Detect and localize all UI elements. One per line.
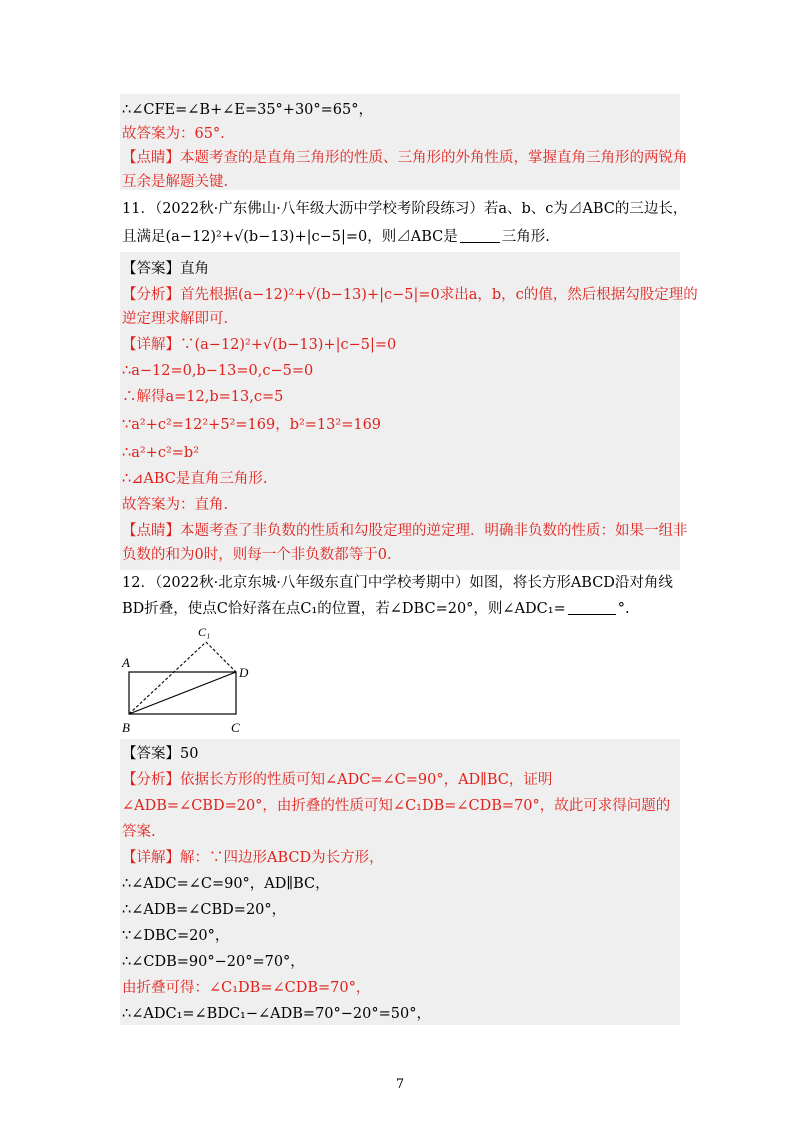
detail-11-line-4: ∵a²+c²=12²+5²=169，b²=13²=169	[122, 417, 382, 433]
rectangle-fold-figure	[118, 622, 258, 738]
label-c: C	[231, 720, 240, 735]
question-12-text: BD折叠，使点C恰好落在点C₁的位置，若∠DBC=20°，则∠ADC₁=	[122, 601, 566, 617]
question-11-text: a、b、c为⊿ABC的三边长，	[498, 201, 688, 217]
analysis-12-line-3: 答案.	[122, 824, 156, 840]
question-11-tail: 三角形.	[501, 229, 550, 245]
solution-line: ∴∠CFE=∠B+∠E=35°+30°=65°，	[122, 102, 374, 118]
detail-11-line-6: ∴⊿ABC是直角三角形.	[122, 471, 268, 487]
question-11-source: 11．（2022秋·广东佛山·八年级大沥中学校考阶段练习）若	[122, 201, 499, 217]
analysis-11-line-2: 逆定理求解即可.	[122, 311, 229, 327]
detail-12-line-2: ∴∠ADC=∠C=90°，AD∥BC，	[122, 876, 330, 892]
question-12-line-1: 12．（2022秋·北京东城·八年级东直门中学校考期中）如图，将长方形ABCD沿对角线	[122, 575, 673, 591]
diagonal-bd	[129, 672, 236, 714]
detail-11-line-5: ∴a²+c²=b²	[122, 445, 200, 461]
answer-12: 【答案】50	[122, 746, 199, 762]
label-b: B	[122, 720, 130, 735]
question-11-condition: 且满足(a−12)²+√(b−13)+|c−5|=0，则⊿ABC是	[122, 229, 458, 245]
analysis-11-line-1: 【分析】首先根据(a−12)²+√(b−13)+|c−5|=0求出a，b，c的值，然后根据勾股定理的	[122, 287, 698, 303]
detail-12-line-1: 【详解】解：∵四边形ABCD为长方形，	[122, 850, 384, 866]
detail-12-line-6: 由折叠可得：∠C₁DB=∠CDB=70°，	[122, 980, 371, 996]
analysis-12-line-2: ∠ADB=∠CBD=20°，由折叠的性质可知∠C₁DB=∠CDB=70°，故此可求得问题的	[122, 798, 671, 814]
detail-11-line-2: ∴a−12=0,b−13=0,c−5=0	[122, 363, 314, 379]
analysis-12-line-1: 【分析】依据长方形的性质可知∠ADC=∠C=90°，AD∥BC，证明	[122, 772, 553, 788]
question-12-line-2	[122, 596, 630, 622]
answer-11: 【答案】直角	[122, 261, 209, 277]
question-12-tail: °.	[617, 601, 630, 617]
label-c1: C₁	[198, 625, 211, 639]
fold-line-c1d	[206, 642, 236, 672]
comment-line: 互余是解题关键.	[122, 174, 229, 190]
fold-line-bc1	[129, 642, 206, 714]
detail-11-line-3: ∴解得a=12,b=13,c=5	[122, 389, 284, 405]
page-number: 7	[395, 1077, 405, 1092]
comment-11-line-1: 【点睛】本题考查了非负数的性质和勾股定理的逆定理．明确非负数的性质：如果一组非	[122, 523, 688, 539]
answer-blank	[568, 600, 616, 615]
question-11-line-1	[122, 196, 687, 222]
comment-line: 【点睛】本题考查的是直角三角形的性质、三角形的外角性质，掌握直角三角形的两锐角	[122, 150, 688, 166]
label-a: A	[122, 655, 130, 670]
detail-11-line-7: 故答案为：直角.	[122, 497, 229, 513]
detail-11-line-1: 【详解】∵(a−12)²+√(b−13)+|c−5|=0	[122, 337, 397, 353]
detail-12-line-7: ∴∠ADC₁=∠BDC₁−∠ADB=70°−20°=50°，	[122, 1006, 431, 1022]
label-d: D	[239, 665, 249, 680]
answer-blank	[460, 228, 500, 243]
question-11-line-2	[122, 224, 550, 250]
detail-12-line-3: ∴∠ADB=∠CBD=20°，	[122, 902, 287, 918]
comment-11-line-2: 负数的和为0时，则每一个非负数都等于0.	[122, 547, 392, 563]
answer-line: 故答案为：65°.	[122, 126, 225, 142]
detail-12-line-5: ∴∠CDB=90°−20°=70°，	[122, 954, 305, 970]
detail-12-line-4: ∵∠DBC=20°，	[122, 928, 230, 944]
